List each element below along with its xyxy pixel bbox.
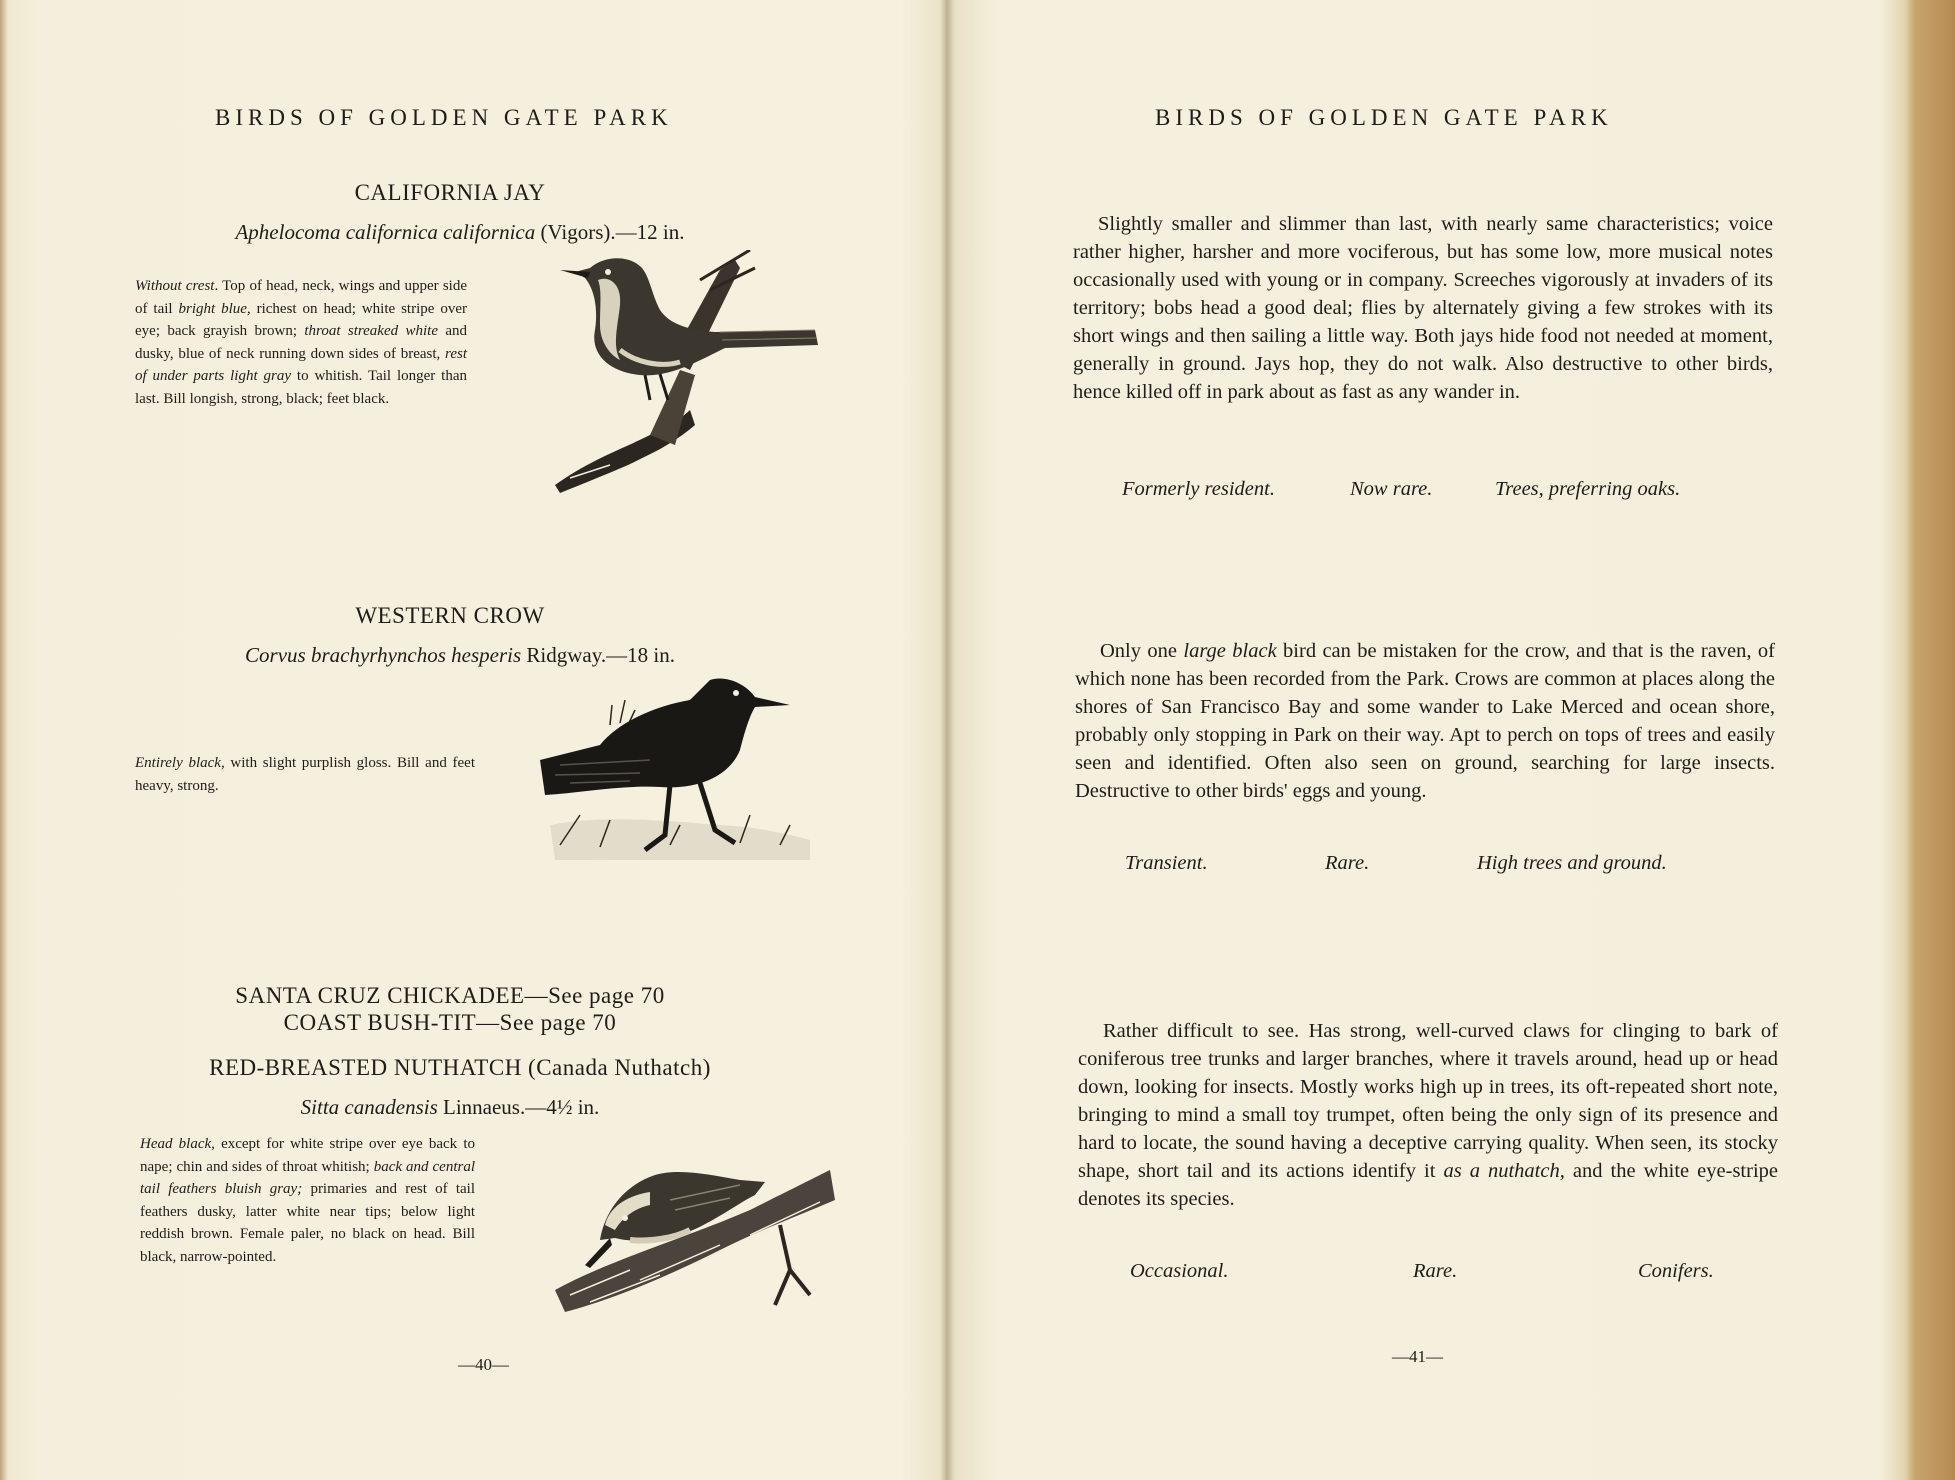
western-crow-illustration: [540, 675, 820, 865]
status-habitat: Trees, preferring oaks.: [1495, 478, 1681, 500]
description-red-breasted-nuthatch: Head black, except for white stripe over eye back to nape; chin and sides of throat whitish; back and central tail feathers bluish gray; primaries and rest of tail feathers dusky, latter white near tips; below light reddish brown. Female paler, no black on head. Bill black, narrow-pointed.: [140, 1136, 475, 1265]
authority-length: Ridgway.—18 in.: [526, 643, 675, 667]
page-number: —40—: [458, 1355, 509, 1374]
status-abundance: Rare.: [1325, 852, 1370, 874]
california-jay-account: Slightly smaller and slimmer than last, with nearly same characteristics; voice rather higher, harsher and more vociferous, but has some low, more musical notes occasionally used with young or in company. Screeches vigorously at invaders of its territory; bobs head a good deal; flies by alternately giving a few strokes with its short wings and then sailing a little way. Both jays hide food not needed at moment, generally in ground. Jays hop, they do not walk. Also destructive to other birds, hence killed off in park about as fast as any wander in.: [1073, 213, 1773, 403]
status-occurrence: Formerly resident.: [1122, 478, 1275, 500]
authority-length: (Vigors).—12 in.: [540, 220, 685, 244]
scientific-name-california-jay: [150, 220, 770, 245]
status-habitat: High trees and ground.: [1477, 852, 1667, 874]
status-habitat: Conifers.: [1638, 1260, 1714, 1282]
species-heading-red-breasted-nuthatch: RED-BREASTED NUTHATCH (Canada Nuthatch): [209, 1055, 711, 1080]
cross-reference-coast-bush-tit: COAST BUSH-TIT—See page 70: [283, 1010, 617, 1035]
running-head: BIRDS OF GOLDEN GATE PARK: [1155, 105, 1613, 130]
species-heading-california-jay: CALIFORNIA JAY: [354, 180, 546, 205]
description-western-crow: Entirely black, with slight purplish gloss. Bill and feet heavy, strong.: [135, 755, 475, 794]
scientific-name-western-crow: [150, 643, 770, 668]
california-jay-illustration: [550, 250, 835, 495]
species-heading-western-crow: WESTERN CROW: [355, 603, 545, 628]
scientific-binomial: Aphelocoma californica californica: [235, 220, 536, 244]
scientific-name-red-breasted-nuthatch: [200, 1095, 700, 1120]
description-california-jay: Without crest. Top of head, neck, wings and upper side of tail bright blue, richest on head; white stripe over eye; back grayish brown; throat streaked white and dusky, blue of neck running down sides of breast, rest of under parts light gray to whitish. Tail longer than last. Bill longish, strong, black; feet black.: [135, 278, 467, 407]
authority-length: Linnaeus.—4½ in.: [443, 1095, 600, 1119]
red-breasted-nuthatch-illustration: [550, 1130, 835, 1315]
running-head: BIRDS OF GOLDEN GATE PARK: [215, 105, 673, 130]
status-abundance: Now rare.: [1350, 478, 1433, 500]
status-occurrence: Transient.: [1125, 852, 1208, 874]
left-page: [0, 0, 945, 1480]
page-number: —41—: [1392, 1347, 1443, 1366]
red-breasted-nuthatch-account: Rather difficult to see. Has strong, well-curved claws for clinging to bark of coniferous tree trunks and larger branches, where it travels around, head up or head down, looking for insects. Mostly works high up in trees, its oft-repeated short note, bringing to mind a small toy trumpet, often being the only sign of its presence and hard to locate, the sound having a deceptive carrying quality. When seen, its stocky shape, short tail and its actions identify it as a nuthatch, and the white eye-stripe denotes its species.: [1078, 1020, 1778, 1210]
status-abundance: Rare.: [1413, 1260, 1458, 1282]
scientific-binomial: Corvus brachyrhynchos hesperis: [245, 643, 522, 667]
cross-reference-santa-cruz-chickadee: SANTA CRUZ CHICKADEE—See page 70: [235, 983, 665, 1008]
right-page: [950, 0, 1910, 1480]
status-occurrence: Occasional.: [1130, 1260, 1229, 1282]
scientific-binomial: Sitta canadensis: [300, 1095, 438, 1119]
western-crow-account: Only one large black bird can be mistaken for the crow, and that is the raven, of which none has been recorded from the Park. Crows are common at places along the shores of San Francisco Bay and some wander to Lake Merced and ocean shore, probably only stopping in Park on their way. Apt to perch on tops of trees and easily seen and identified. Often also seen on ground, searching for large insects. Destructive to other birds' eggs and young.: [1075, 640, 1775, 802]
